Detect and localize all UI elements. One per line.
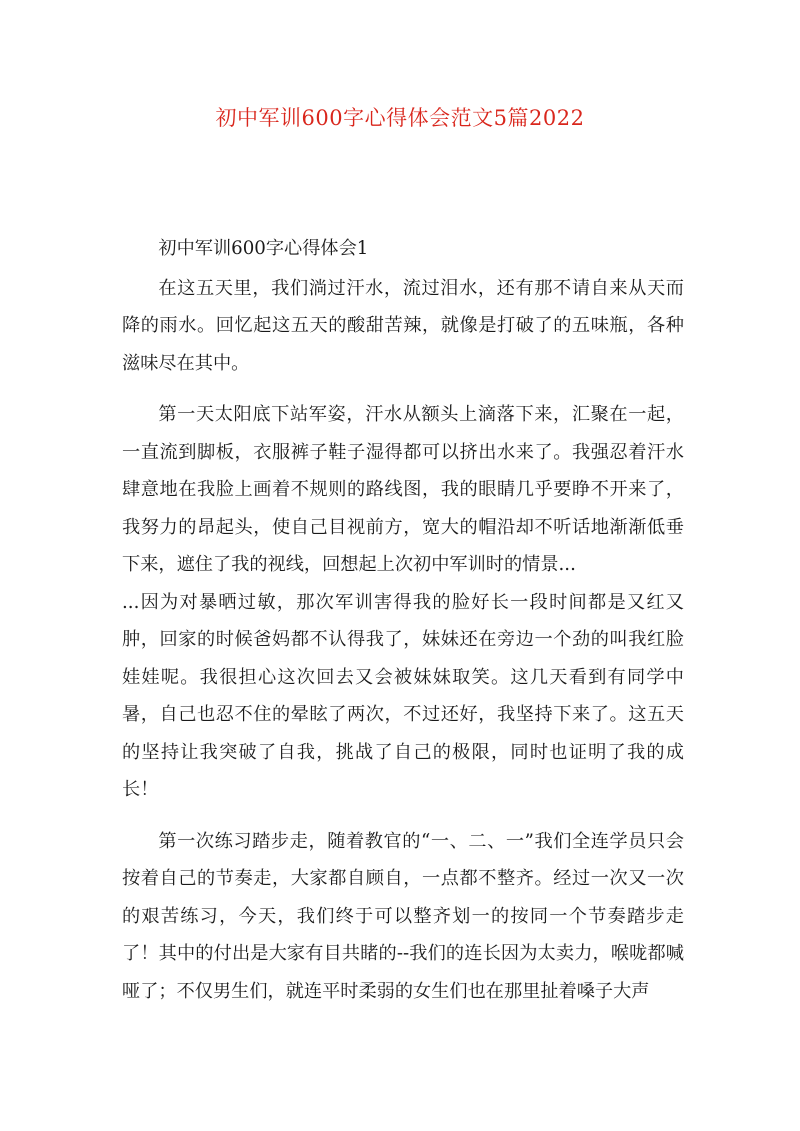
document-title: 初中军训600字心得体会范文5篇2022 (215, 106, 585, 130)
paragraph: 第一天太阳底下站军姿，汗水从额头上滴落下来，汇聚在一起，一直流到脚板，衣服裤子鞋子湿得都可以挤出水来了。我强忍着汗水肆意地在我脸上画着不规则的路线图，我的眼睛几乎要睁不开来了，我努力的昂起头，使自己目视前方，宽大的帽沿却不听话地渐渐低垂下来，遮住了我的视线，回想起上次初中军训时的情景... (122, 404, 684, 575)
paragraph: ...因为对暴晒过敏，那次军训害得我的脸好长一段时间都是又红又肿，回家的时候爸妈都不认得我了，妹妹还在旁边一个劲的叫我红脸娃娃呢。我很担心这次回去又会被妹妹取笑。这几天看到有同学中暑，自己也忍不住的晕眩了两次，不过还好，我坚持下来了。这五天的坚持让我突破了自我，挑战了自己的极限，同时也证明了我的成长！ (122, 591, 684, 800)
document-body (122, 230, 684, 1010)
paragraph: 第一次练习踏步走，随着教官的“一、二、一”我们全连学员只会按着自己的节奏走，大家都自顾自，一点都不整齐。经过一次又一次的艰苦练习，今天，我们终于可以整齐划一的按同一个节奏踏步走了！其中的付出是大家有目共睹的--我们的连长因为太卖力，喉咙都喊哑了；不仅男生们，就连平时柔弱的女生们也在那里扯着嗓子大声 (122, 830, 684, 1002)
paragraph: 在这五天里，我们淌过汗水，流过泪水，还有那不请自来从天而降的雨水。回忆起这五天的酸甜苦辣，就像是打破了的五味瓶，各种滋味尽在其中。 (122, 277, 684, 374)
section-heading: 初中军训600字心得体会1 (158, 238, 369, 259)
